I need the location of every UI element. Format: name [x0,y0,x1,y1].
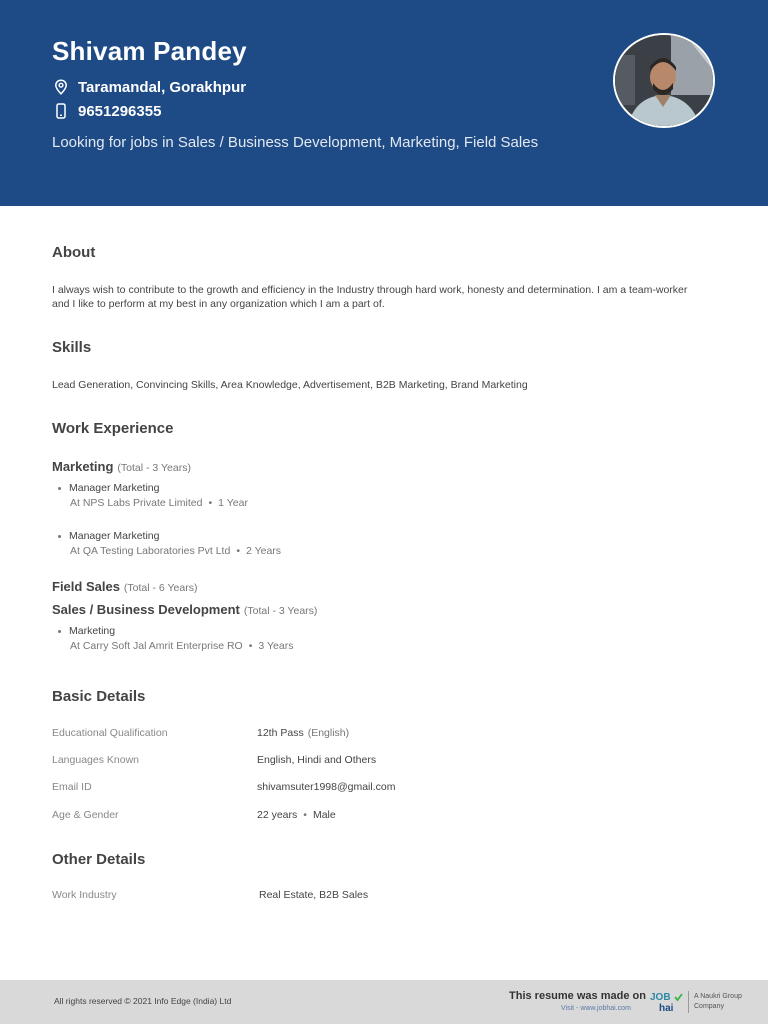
experience-company: At QA Testing Laboratories Pvt Ltd [70,545,231,557]
logo-bottom-text: hai [659,1003,674,1013]
age-gender-label: Age & Gender [52,809,119,821]
work-category-sales-bd [52,602,317,617]
education-medium: (English) [307,727,350,739]
location-row [52,78,246,96]
experience-company: At NPS Labs Private Limited [70,497,203,509]
languages-value: English, Hindi and Others [257,754,377,766]
job-preference: Looking for jobs in Sales / Business Development, Marketing, Field Sales [52,134,539,151]
copyright-text: All rights reserved © 2021 Info Edge (India) Ltd [54,996,232,1006]
avatar [613,33,715,128]
languages-label: Languages Known [52,754,139,766]
education-label: Educational Qualification [52,727,168,739]
location-text: Taramandal, Gorakhpur [78,78,247,96]
work-category-field-sales [52,579,197,594]
about-title: About [52,244,96,261]
candidate-name: Shivam Pandey [52,36,247,66]
profile-header [0,0,768,206]
category-name: Field Sales [52,579,120,594]
education-level: 12th Pass [257,727,304,739]
skills-text: Lead Generation, Convincing Skills, Area Knowledge, Advertisement, B2B Marketing, Brand Marketing [52,379,528,391]
about-text: I always wish to contribute to the growth and efficiency in the Industry through hard work, honesty and determination. I am a team-worker and I like to perform at my best in any organization which I am a part of. [52,284,688,310]
basic-details-title: Basic Details [52,688,146,705]
experience-role: Marketing [69,625,116,637]
age-gender-value: 22 years • Male [257,809,336,821]
email-value: shivamsuter1998@gmail.com [257,781,396,793]
category-name: Sales / Business Development [52,602,240,617]
age-value: 22 years [257,809,298,821]
skills-title: Skills [52,339,92,356]
other-details-title: Other Details [52,851,146,868]
phone-text: 9651296355 [78,102,162,120]
work-industry-value: Real Estate, B2B Sales [259,889,369,901]
experience-item: Marketing At Carry Soft Jal Amrit Enterprise RO • 3 Years [58,625,293,652]
category-total: (Total - 6 Years) [123,582,198,594]
logo-top-text: JOB [650,992,671,1003]
category-total: (Total - 3 Years) [117,462,191,474]
gender-value: Male [312,809,336,821]
phone-row [52,102,161,120]
work-category-marketing [52,459,191,474]
experience-role: Manager Marketing [69,482,160,494]
work-experience-title: Work Experience [52,420,174,437]
experience-duration: 3 Years [258,640,294,652]
bullet-dot-icon [58,630,61,633]
bullet-dot-icon [58,487,61,490]
made-on-text: This resume was made on [509,990,646,1002]
jobhai-logo [650,991,684,1013]
experience-item: Manager Marketing At NPS Labs Private Limited • 1 Year [58,482,248,509]
naukri-group-text: A Naukri Group Company [694,993,742,1010]
experience-role: Manager Marketing [69,530,160,542]
experience-duration: 1 Year [218,497,248,509]
email-label: Email ID [52,781,92,793]
work-industry-label: Work Industry [52,889,117,901]
experience-company: At Carry Soft Jal Amrit Enterprise RO [70,640,243,652]
experience-item: Manager Marketing At QA Testing Laboratories Pvt Ltd • 2 Years [58,530,281,557]
location-pin-icon [52,78,70,96]
education-value [257,727,349,739]
bullet-dot-icon [58,535,61,538]
footer [0,980,768,1024]
logo-divider [688,991,689,1013]
category-total: (Total - 3 Years) [243,605,318,617]
visit-link[interactable]: Visit - www.jobhai.com [561,1005,631,1012]
category-name: Marketing [52,459,114,474]
mobile-phone-icon [52,102,70,120]
experience-duration: 2 Years [246,545,282,557]
